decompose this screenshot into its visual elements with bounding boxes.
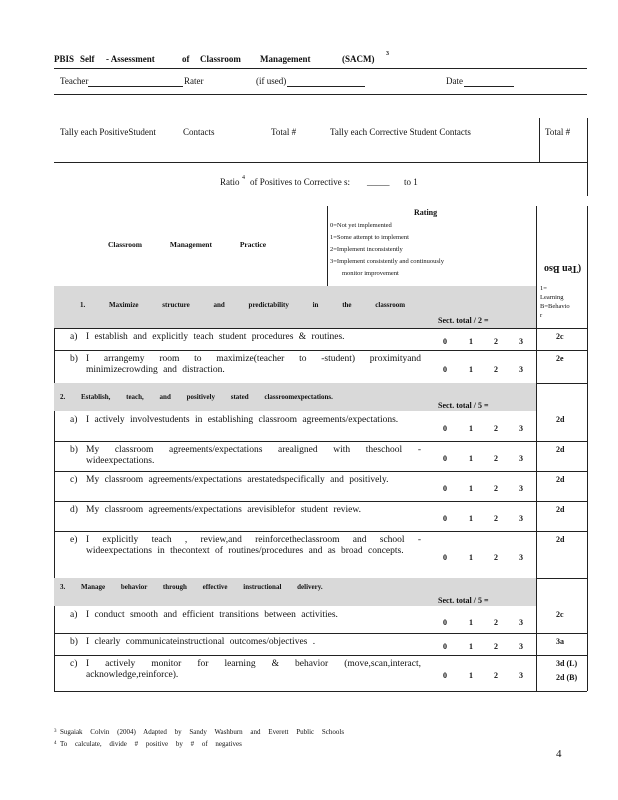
rating-option-0[interactable]: 0 [443, 618, 447, 627]
rating-option-3[interactable]: 3 [519, 671, 523, 680]
rating-option-3[interactable]: 3 [519, 337, 523, 346]
item-letter: a) [70, 332, 78, 342]
item-code: 2d [556, 505, 565, 514]
item-text: I actively monitor for learning & behavior (move,scan,interact, acknowledge,reinforce). [86, 659, 421, 680]
item-letter: c) [70, 659, 78, 669]
section-2-total: Sect. total / 5 = [438, 401, 489, 410]
item-text: I actively involvestudents in establishing classroom agreements/expectations. [86, 415, 399, 425]
document-title: PBIS Self - Assessment of Classroom Management (SACM) 3 [54, 51, 389, 64]
table-row [54, 501, 587, 531]
total-label-corrective: Total # [545, 127, 571, 137]
date-field[interactable] [464, 86, 514, 87]
table-row [54, 411, 587, 441]
item-text: My classroom agreements/expectations arevisiblefor student review. [86, 505, 362, 515]
item-code-secondary: 2d (B) [556, 673, 578, 682]
item-text: I establish and explicitly teach student procedures & routines. [86, 332, 345, 342]
rating-option-3[interactable]: 3 [519, 424, 523, 433]
item-code: 2e [556, 354, 564, 363]
row-left-border [54, 655, 55, 691]
item-code: 2d [556, 535, 565, 544]
rating-option-3[interactable]: 3 [519, 365, 523, 374]
code-column-right-border [587, 206, 588, 691]
item-text: I conduct smooth and efficient transitions between activities. [86, 610, 338, 620]
table-row [54, 633, 587, 655]
rater-label: Rater [184, 76, 204, 86]
rating-option-1[interactable]: 1 [469, 424, 473, 433]
row-divider [54, 691, 587, 692]
item-letter: c) [70, 475, 78, 485]
item-text: My classroom agreements/expectations arealigned with theschool - wideexpectations. [86, 445, 421, 466]
item-letter: b) [70, 445, 78, 455]
rating-option-0[interactable]: 0 [443, 553, 447, 562]
rating-option-0[interactable]: 0 [443, 642, 447, 651]
ratio-line: Ratio 4 of Positives to Corrective s: _____ to 1 [220, 175, 418, 187]
item-code: 2c [556, 610, 564, 619]
teacher-field[interactable] [88, 86, 183, 87]
rating-option-1[interactable]: 1 [469, 553, 473, 562]
total-label-positive: Total # [271, 127, 297, 137]
rating-option-3[interactable]: 3 [519, 514, 523, 523]
table-row [54, 606, 587, 633]
row-left-border [54, 501, 55, 531]
table-row [54, 531, 587, 578]
practice-column-header: Classroom Management Practice [108, 240, 267, 249]
rating-option-2[interactable]: 2 [494, 553, 498, 562]
rating-option-2[interactable]: 2 [494, 618, 498, 627]
row-left-border [54, 328, 55, 350]
table-row [54, 471, 587, 501]
item-letter: e) [70, 535, 78, 545]
rating-option-3[interactable]: 3 [519, 454, 523, 463]
section-2-title: 2. Establish, teach, and positively stated classroomexpectations. [60, 393, 333, 401]
positive-tally-label: Tally each PositiveStudent [60, 127, 156, 137]
item-code: 3a [556, 637, 564, 646]
rater-field[interactable] [287, 86, 365, 87]
rating-option-3[interactable]: 3 [519, 618, 523, 627]
rating-option-0[interactable]: 0 [443, 671, 447, 680]
rating-option-0[interactable]: 0 [443, 365, 447, 374]
tally-top-border [54, 94, 587, 95]
tally-mid-border [54, 162, 587, 163]
rating-option-1[interactable]: 1 [469, 671, 473, 680]
rating-option-1[interactable]: 1 [469, 514, 473, 523]
table-row [54, 441, 587, 471]
code-column-rotated-label: (Ten Bso [544, 263, 582, 274]
item-letter: a) [70, 610, 78, 620]
rating-option-2[interactable]: 2 [494, 514, 498, 523]
item-text: I clearly communicateinstructional outcomes/objectives . [86, 637, 316, 647]
item-letter: b) [70, 637, 78, 647]
item-text: My classroom agreements/expectations arestatedspecifically and positively. [86, 475, 389, 485]
section-3-title: 3. Manage behavior through effective instructional delivery. [60, 583, 323, 591]
row-left-border [54, 606, 55, 633]
rating-option-0[interactable]: 0 [443, 514, 447, 523]
section-1-total: Sect. total / 2 = [438, 316, 489, 325]
rating-option-2[interactable]: 2 [494, 365, 498, 374]
rating-option-0[interactable]: 0 [443, 454, 447, 463]
rating-option-1[interactable]: 1 [469, 484, 473, 493]
row-left-border [54, 633, 55, 655]
ifused-label: (if used) [256, 76, 287, 86]
rating-option-2[interactable]: 2 [494, 337, 498, 346]
row-left-border [54, 531, 55, 578]
row-left-border [54, 411, 55, 441]
item-letter: d) [70, 505, 78, 515]
rating-option-2[interactable]: 2 [494, 671, 498, 680]
rating-option-2[interactable]: 2 [494, 484, 498, 493]
rating-option-0[interactable]: 0 [443, 337, 447, 346]
item-text: I explicitly teach , review,and reinforcetheclassroom and school - wideexpectations in thecontext of routines/procedures and as broad concepts. [86, 535, 421, 556]
item-letter: b) [70, 354, 78, 364]
row-left-border [54, 350, 55, 383]
item-code: 2c [556, 332, 564, 341]
item-letter: a) [70, 415, 78, 425]
footnote-1: 3 Sugaiak Colvin (2004) Adapted by Sandy Washburn and Everett Public Schools [54, 728, 345, 736]
row-left-border [54, 441, 55, 471]
rating-option-2[interactable]: 2 [494, 424, 498, 433]
rating-option-1[interactable]: 1 [469, 454, 473, 463]
table-row [54, 350, 587, 383]
rating-legend: Rating 0=Not yet implemented 1=Some attempt to implement 2=Implement inconsistently 3=Implement consistently and continuously monitor improvement [330, 208, 444, 277]
row-left-border [54, 471, 55, 501]
item-code: 2d [556, 415, 565, 424]
corrective-tally-label: Tally each Corrective Student Contacts [330, 127, 471, 137]
rating-option-2[interactable]: 2 [494, 454, 498, 463]
tally-divider [539, 118, 540, 162]
teacher-label: Teacher [60, 76, 89, 86]
rating-option-1[interactable]: 1 [469, 618, 473, 627]
item-code: 2d [556, 445, 565, 454]
ratio-blank-field[interactable]: _____ [367, 177, 390, 187]
rating-option-3[interactable]: 3 [519, 484, 523, 493]
rating-option-2[interactable]: 2 [494, 642, 498, 651]
date-label: Date [446, 76, 463, 86]
rating-option-3[interactable]: 3 [519, 642, 523, 651]
table-row [54, 328, 587, 350]
rating-option-3[interactable]: 3 [519, 553, 523, 562]
rating-left-border [327, 206, 328, 286]
title-underline [54, 68, 587, 69]
item-code: 2d [556, 475, 565, 484]
table-row [54, 655, 587, 691]
rating-option-1[interactable]: 1 [469, 337, 473, 346]
code-legend: 1= Learning B=Behavio r [540, 285, 570, 319]
section-3-total: Sect. total / 5 = [438, 596, 489, 605]
footnote-2: 4 To calculate, divide # positive by # of negatives [54, 740, 242, 748]
item-text: I arrangemy room to maximize(teacher to -student) proximityand minimizecrowding and distraction. [86, 354, 421, 375]
contacts-label: Contacts [183, 127, 215, 137]
item-code: 3d (L) [556, 659, 578, 668]
rating-option-0[interactable]: 0 [443, 484, 447, 493]
rating-option-1[interactable]: 1 [469, 642, 473, 651]
tally-right-border [587, 118, 588, 196]
section-1-title: 1. Maximize structure and predictability in the classroom [80, 301, 406, 309]
rating-option-1[interactable]: 1 [469, 365, 473, 374]
page-number: 4 [556, 748, 562, 760]
rating-option-0[interactable]: 0 [443, 424, 447, 433]
